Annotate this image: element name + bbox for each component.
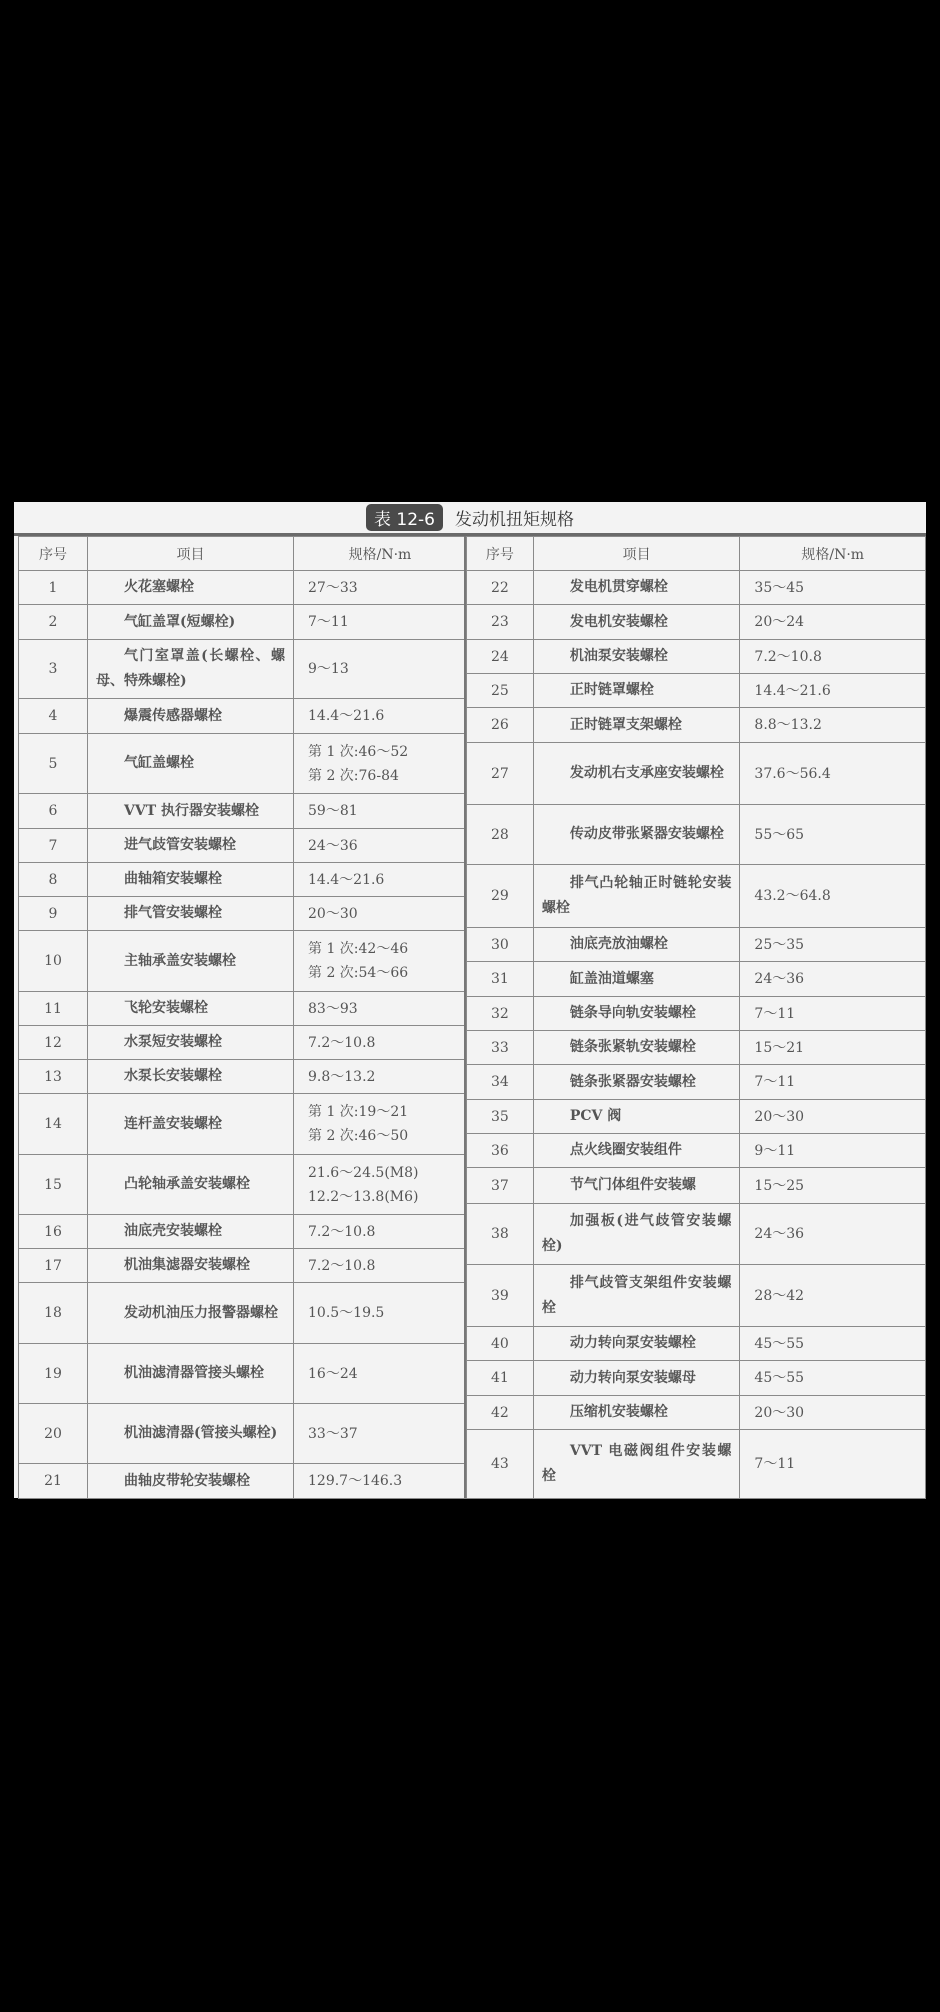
cell-no: 23 <box>467 605 534 640</box>
cell-no: 6 <box>19 794 88 829</box>
table-row <box>467 1168 926 1204</box>
cell-item: VVT 执行器安装螺栓 <box>88 794 294 829</box>
cell-no: 4 <box>19 699 88 734</box>
cell-spec: 7.2～10.8 <box>740 640 926 674</box>
table-row <box>19 1404 467 1464</box>
cell-item: 链条导向轨安装螺栓 <box>533 997 740 1031</box>
cell-no: 26 <box>467 708 534 743</box>
cell-spec: 10.5～19.5 <box>294 1283 467 1344</box>
cell-no: 38 <box>467 1204 534 1265</box>
cell-spec: 16～24 <box>294 1344 467 1404</box>
cell-spec: 45～55 <box>740 1327 926 1361</box>
cell-spec: 7～11 <box>294 605 467 640</box>
cell-item: 机油滤清器管接头螺栓 <box>88 1344 294 1404</box>
cell-no: 35 <box>467 1100 534 1134</box>
table-row <box>467 1204 926 1265</box>
cell-no: 25 <box>467 674 534 708</box>
cell-no: 9 <box>19 897 88 931</box>
table-row <box>19 1026 467 1060</box>
table-row <box>19 571 467 605</box>
cell-item: 油底壳放油螺栓 <box>533 928 740 962</box>
cell-item: 正时链罩螺栓 <box>533 674 740 708</box>
cell-no: 12 <box>19 1026 88 1060</box>
cell-spec: 59～81 <box>294 794 467 829</box>
table-row <box>467 928 926 962</box>
header-no: 序号 <box>467 537 534 571</box>
table-row <box>19 1060 467 1094</box>
cell-no: 34 <box>467 1065 534 1100</box>
cell-item: 气缸盖螺栓 <box>88 734 294 794</box>
cell-item: 发电机贯穿螺栓 <box>533 571 740 605</box>
table-row <box>467 571 926 605</box>
cell-item: 加强板(进气歧管安装螺栓) <box>533 1204 740 1265</box>
cell-spec: 37.6～56.4 <box>740 743 926 805</box>
cell-item: 机油泵安装螺栓 <box>533 640 740 674</box>
table-row <box>467 1265 926 1327</box>
cell-no: 22 <box>467 571 534 605</box>
cell-no: 24 <box>467 640 534 674</box>
cell-spec: 43.2～64.8 <box>740 865 926 928</box>
cell-no: 21 <box>19 1464 88 1499</box>
cell-spec: 第 1 次:46～52 第 2 次:76-84 <box>294 734 467 794</box>
cell-item: 曲轴皮带轮安装螺栓 <box>88 1464 294 1499</box>
cell-no: 1 <box>19 571 88 605</box>
cell-no: 7 <box>19 829 88 863</box>
header-row <box>467 537 926 571</box>
cell-item: 点火线圈安装组件 <box>533 1134 740 1168</box>
cell-spec: 21.6～24.5(M8) 12.2～13.8(M6) <box>294 1155 467 1215</box>
cell-spec: 14.4～21.6 <box>294 699 467 734</box>
table-row <box>467 865 926 928</box>
cell-spec: 14.4～21.6 <box>294 863 467 897</box>
torque-spec-table-page <box>14 502 926 1498</box>
cell-spec: 55～65 <box>740 805 926 865</box>
cell-no: 20 <box>19 1404 88 1464</box>
table-row <box>467 743 926 805</box>
cell-item: 动力转向泵安装螺栓 <box>533 1327 740 1361</box>
cell-no: 41 <box>467 1361 534 1396</box>
table-row <box>467 640 926 674</box>
cell-spec: 24～36 <box>740 1204 926 1265</box>
cell-no: 27 <box>467 743 534 805</box>
cell-spec: 7.2～10.8 <box>294 1249 467 1283</box>
cell-item: 缸盖油道螺塞 <box>533 962 740 997</box>
torque-table-right <box>466 536 926 1499</box>
table-row <box>19 1344 467 1404</box>
cell-spec: 20～30 <box>740 1100 926 1134</box>
cell-spec: 14.4～21.6 <box>740 674 926 708</box>
cell-spec: 9～11 <box>740 1134 926 1168</box>
cell-item: 飞轮安装螺栓 <box>88 992 294 1026</box>
table-title-row <box>14 502 926 536</box>
cell-spec: 7.2～10.8 <box>294 1215 467 1249</box>
table-row <box>467 997 926 1031</box>
cell-spec: 35～45 <box>740 571 926 605</box>
cell-spec: 9～13 <box>294 640 467 699</box>
cell-item: 节气门体组件安装螺 <box>533 1168 740 1204</box>
cell-no: 28 <box>467 805 534 865</box>
table-row <box>19 931 467 992</box>
table-row <box>19 1094 467 1155</box>
table-title: 发动机扭矩规格 <box>455 510 574 530</box>
cell-item: 进气歧管安装螺栓 <box>88 829 294 863</box>
cell-spec: 第 1 次:19～21 第 2 次:46～50 <box>294 1094 467 1155</box>
torque-table-left <box>18 536 467 1499</box>
cell-item: 机油集滤器安装螺栓 <box>88 1249 294 1283</box>
table-row <box>19 863 467 897</box>
cell-item: 发动机右支承座安装螺栓 <box>533 743 740 805</box>
cell-item: 排气歧管支架组件安装螺栓 <box>533 1265 740 1327</box>
cell-item: 爆震传感器螺栓 <box>88 699 294 734</box>
table-row <box>467 1327 926 1361</box>
cell-item: 动力转向泵安装螺母 <box>533 1361 740 1396</box>
cell-no: 8 <box>19 863 88 897</box>
cell-spec: 83～93 <box>294 992 467 1026</box>
cell-item: 机油滤清器(管接头螺栓) <box>88 1404 294 1464</box>
cell-no: 36 <box>467 1134 534 1168</box>
cell-item: 传动皮带张紧器安装螺栓 <box>533 805 740 865</box>
table-row <box>19 699 467 734</box>
table-row <box>19 605 467 640</box>
table-row <box>19 794 467 829</box>
header-spec: 规格/N·m <box>294 537 467 571</box>
cell-spec: 9.8～13.2 <box>294 1060 467 1094</box>
table-row <box>467 708 926 743</box>
cell-no: 17 <box>19 1249 88 1283</box>
cell-no: 37 <box>467 1168 534 1204</box>
cell-spec: 27～33 <box>294 571 467 605</box>
cell-item: 水泵长安装螺栓 <box>88 1060 294 1094</box>
cell-item: 正时链罩支架螺栓 <box>533 708 740 743</box>
table-row <box>467 805 926 865</box>
cell-no: 5 <box>19 734 88 794</box>
table-row <box>19 829 467 863</box>
cell-spec: 20～24 <box>740 605 926 640</box>
cell-spec: 20～30 <box>740 1396 926 1430</box>
cell-item: 气门室罩盖(长螺栓、螺母、特殊螺栓) <box>88 640 294 699</box>
cell-no: 3 <box>19 640 88 699</box>
header-spec: 规格/N·m <box>740 537 926 571</box>
cell-no: 11 <box>19 992 88 1026</box>
cell-item: VVT 电磁阀组件安装螺栓 <box>533 1430 740 1499</box>
header-item: 项目 <box>88 537 294 571</box>
header-item: 项目 <box>533 537 740 571</box>
cell-spec: 45～55 <box>740 1361 926 1396</box>
cell-no: 2 <box>19 605 88 640</box>
cell-item: 发动机油压力报警器螺栓 <box>88 1283 294 1344</box>
cell-spec: 7～11 <box>740 1065 926 1100</box>
cell-no: 14 <box>19 1094 88 1155</box>
cell-no: 32 <box>467 997 534 1031</box>
cell-no: 42 <box>467 1396 534 1430</box>
cell-no: 13 <box>19 1060 88 1094</box>
cell-item: 火花塞螺栓 <box>88 571 294 605</box>
cell-item: 气缸盖罩(短螺栓) <box>88 605 294 640</box>
table-row <box>19 1249 467 1283</box>
cell-item: 水泵短安装螺栓 <box>88 1026 294 1060</box>
table-row <box>467 1134 926 1168</box>
cell-spec: 129.7～146.3 <box>294 1464 467 1499</box>
cell-no: 16 <box>19 1215 88 1249</box>
cell-no: 43 <box>467 1430 534 1499</box>
cell-spec: 28～42 <box>740 1265 926 1327</box>
table-row <box>467 1065 926 1100</box>
header-no: 序号 <box>19 537 88 571</box>
cell-no: 31 <box>467 962 534 997</box>
cell-no: 19 <box>19 1344 88 1404</box>
table-row <box>19 1215 467 1249</box>
table-row <box>19 1283 467 1344</box>
cell-item: 链条张紧器安装螺栓 <box>533 1065 740 1100</box>
cell-spec: 24～36 <box>294 829 467 863</box>
cell-item: 排气管安装螺栓 <box>88 897 294 931</box>
table-row <box>19 1155 467 1215</box>
table-row <box>467 962 926 997</box>
table-row <box>467 1361 926 1396</box>
cell-no: 30 <box>467 928 534 962</box>
cell-item: 油底壳安装螺栓 <box>88 1215 294 1249</box>
table-label-badge: 表 12-6 <box>366 504 443 531</box>
cell-spec: 15～21 <box>740 1031 926 1065</box>
table-row <box>19 734 467 794</box>
table-row <box>467 674 926 708</box>
cell-no: 18 <box>19 1283 88 1344</box>
cell-no: 29 <box>467 865 534 928</box>
header-row <box>19 537 467 571</box>
table-row <box>19 897 467 931</box>
cell-no: 15 <box>19 1155 88 1215</box>
cell-spec: 25～35 <box>740 928 926 962</box>
table-row <box>19 640 467 699</box>
cell-no: 39 <box>467 1265 534 1327</box>
cell-spec: 15～25 <box>740 1168 926 1204</box>
cell-item: 凸轮轴承盖安装螺栓 <box>88 1155 294 1215</box>
cell-no: 33 <box>467 1031 534 1065</box>
cell-item: PCV 阀 <box>533 1100 740 1134</box>
table-row <box>19 1464 467 1499</box>
cell-item: 主轴承盖安装螺栓 <box>88 931 294 992</box>
cell-spec: 33～37 <box>294 1404 467 1464</box>
cell-item: 链条张紧轨安装螺栓 <box>533 1031 740 1065</box>
cell-spec: 7～11 <box>740 1430 926 1499</box>
cell-no: 40 <box>467 1327 534 1361</box>
table-row <box>467 1396 926 1430</box>
cell-spec: 24～36 <box>740 962 926 997</box>
table-row <box>467 1100 926 1134</box>
table-row <box>467 1430 926 1499</box>
cell-no: 10 <box>19 931 88 992</box>
cell-item: 压缩机安装螺栓 <box>533 1396 740 1430</box>
cell-item: 连杆盖安装螺栓 <box>88 1094 294 1155</box>
table-row <box>467 1031 926 1065</box>
table-row <box>19 992 467 1026</box>
cell-spec: 7.2～10.8 <box>294 1026 467 1060</box>
cell-spec: 8.8～13.2 <box>740 708 926 743</box>
table-row <box>467 605 926 640</box>
cell-item: 排气凸轮轴正时链轮安装螺栓 <box>533 865 740 928</box>
cell-item: 发电机安装螺栓 <box>533 605 740 640</box>
cell-spec: 第 1 次:42～46 第 2 次:54～66 <box>294 931 467 992</box>
cell-spec: 20～30 <box>294 897 467 931</box>
cell-spec: 7～11 <box>740 997 926 1031</box>
cell-item: 曲轴箱安装螺栓 <box>88 863 294 897</box>
